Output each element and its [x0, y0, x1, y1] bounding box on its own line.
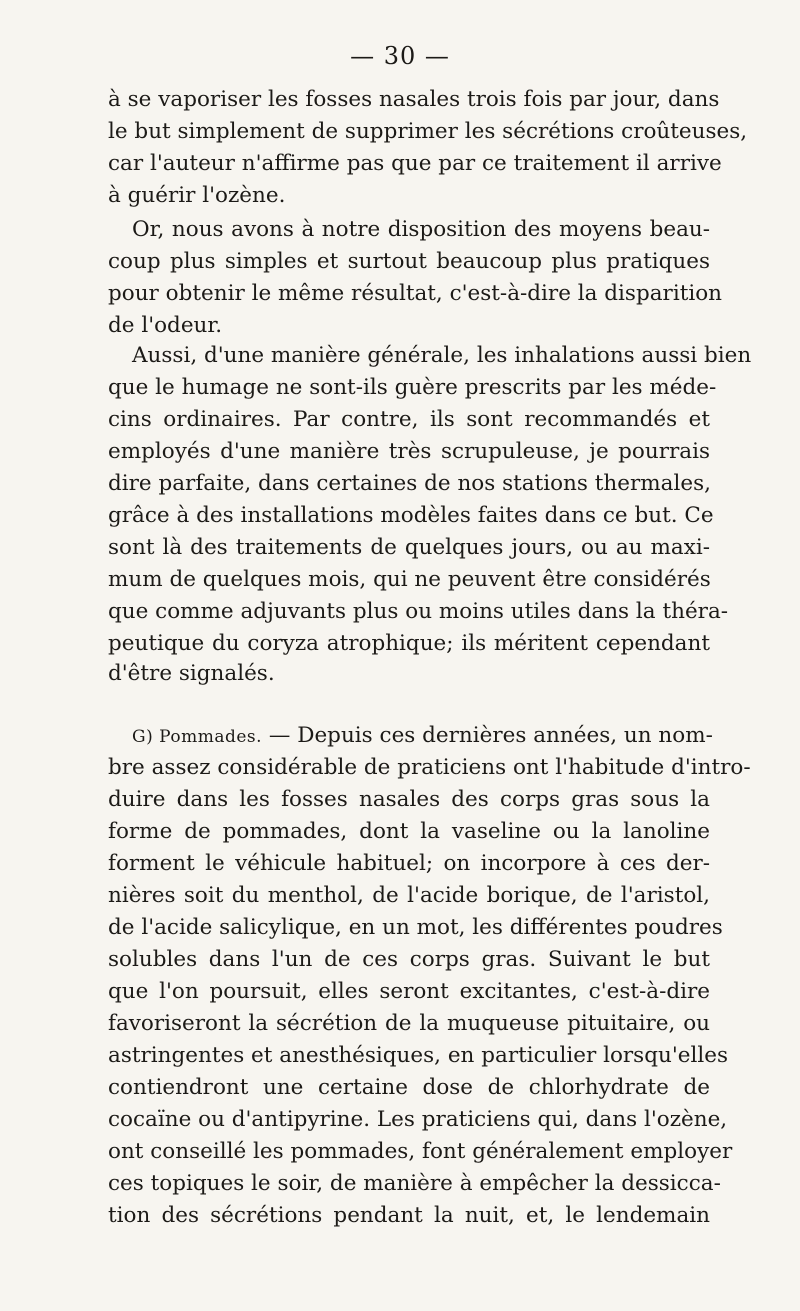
- text-line: ces topiques le soir, de manière à empêcher la dessicca-: [108, 1171, 721, 1196]
- text-line: car l'auteur n'affirme pas que par ce traitement il arrive: [108, 151, 722, 176]
- text-line: à se vaporiser les fosses nasales trois fois par jour, dans: [108, 87, 720, 112]
- text-line: d'être signalés.: [108, 661, 275, 686]
- text-line: forment le véhicule habituel; on incorpore à ces der-: [108, 851, 710, 876]
- text-line: le but simplement de supprimer les sécrétions croûteuses,: [108, 119, 748, 144]
- text-line: duire dans les fosses nasales des corps gras sous la: [108, 787, 710, 812]
- text-line: nières soit du menthol, de l'acide borique, de l'aristol,: [108, 883, 710, 908]
- text-line: que l'on poursuit, elles seront excitantes, c'est-à-dire: [108, 979, 710, 1004]
- text-line: favoriseront la sécrétion de la muqueuse pituitaire, ou: [108, 1011, 710, 1036]
- text-line: solubles dans l'un de ces corps gras. Suivant le but: [108, 947, 710, 972]
- text-line: astringentes et anesthésiques, en particulier lorsqu'elles: [108, 1043, 728, 1068]
- text-line: employés d'une manière très scrupuleuse, je pourrais: [108, 439, 710, 464]
- text-line: de l'odeur.: [108, 313, 223, 338]
- text-line: coup plus simples et surtout beaucoup plus pratiques: [108, 249, 710, 274]
- text-line: de l'acide salicylique, en un mot, les différentes poudres: [108, 915, 723, 940]
- text-line: Aussi, d'une manière générale, les inhalations aussi bien: [132, 343, 752, 368]
- section-heading: G) Pommades.: [132, 727, 263, 747]
- text-line: pour obtenir le même résultat, c'est-à-dire la disparition: [108, 281, 722, 306]
- text-line: peutique du coryza atrophique; ils méritent cependant: [108, 631, 710, 656]
- text-line: que comme adjuvants plus ou moins utiles dans la théra-: [108, 599, 729, 624]
- text-line: grâce à des installations modèles faites dans ce but. Ce: [108, 503, 714, 528]
- text-line: que le humage ne sont-ils guère prescrits par les méde-: [108, 375, 717, 400]
- text-line: dire parfaite, dans certaines de nos stations thermales,: [108, 471, 711, 496]
- page-number: — 30 —: [350, 42, 450, 70]
- text-line: bre assez considérable de praticiens ont l'habitude d'intro-: [108, 755, 751, 780]
- text-line: cins ordinaires. Par contre, ils sont recommandés et: [108, 407, 710, 432]
- text-line: contiendront une certaine dose de chlorhydrate de: [108, 1075, 710, 1100]
- text-line: cocaïne ou d'antipyrine. Les praticiens qui, dans l'ozène,: [108, 1107, 728, 1132]
- text-line: à guérir l'ozène.: [108, 183, 286, 208]
- text-line: Or, nous avons à notre disposition des moyens beau-: [132, 217, 710, 242]
- text-line: forme de pommades, dont la vaseline ou la lanoline: [108, 819, 710, 844]
- section-heading-line: [132, 720, 713, 752]
- text-line: — Depuis ces dernières années, un nom-: [262, 723, 713, 748]
- text-line: tion des sécrétions pendant la nuit, et, le lendemain: [108, 1203, 710, 1228]
- text-line: mum de quelques mois, qui ne peuvent être considérés: [108, 567, 711, 592]
- text-line: ont conseillé les pommades, font généralement employer: [108, 1139, 733, 1164]
- text-line: sont là des traitements de quelques jours, ou au maxi-: [108, 535, 710, 560]
